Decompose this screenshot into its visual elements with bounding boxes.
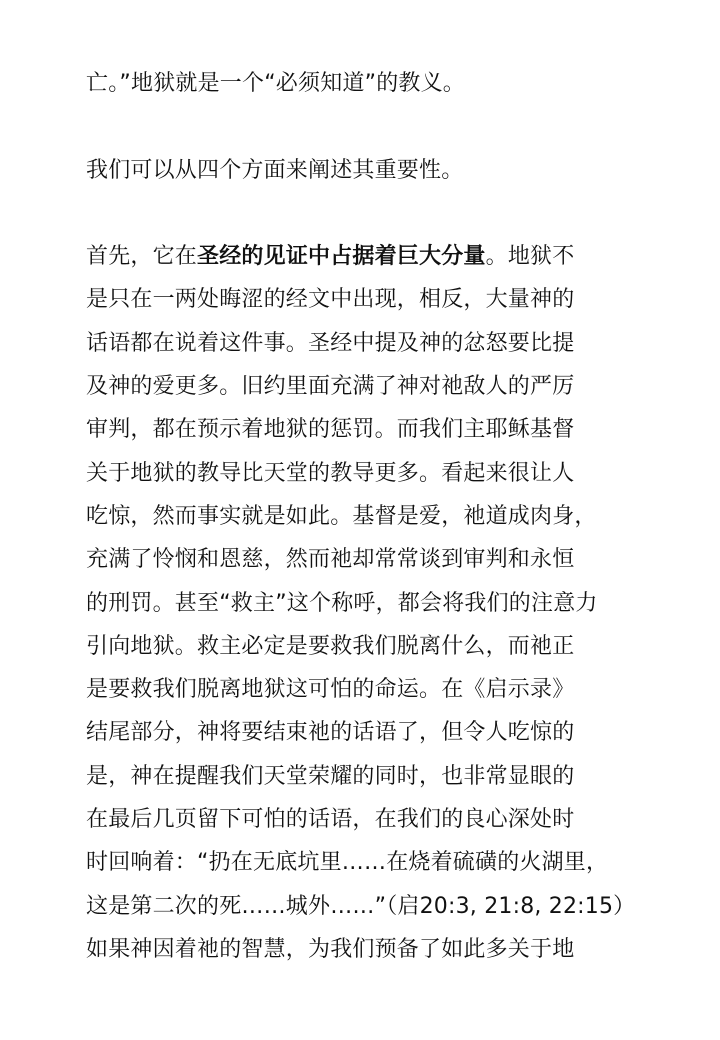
paragraph-line: 话语都在说着这件事。圣经中提及神的忿怒要比提 xyxy=(86,330,575,356)
paragraph-gap xyxy=(86,105,646,148)
paragraph-line xyxy=(86,235,646,278)
paragraph-line: 是，神在提醒我们天堂荣耀的同时，也非常显眼的 xyxy=(86,763,575,789)
paragraph-line: 关于地狱的教导比天堂的教导更多。看起来很让人 xyxy=(86,460,575,486)
paragraph-line: 亡。”地狱就是一个“必须知道”的教义。 xyxy=(86,71,465,96)
text-span: 。地狱不 xyxy=(485,244,575,270)
paragraph-line: 充满了怜悯和恩慈，然而祂却常常谈到审判和永恒 xyxy=(86,547,575,573)
paragraph-line: 这是第二次的死……城外……”（启20:3, 21:8, 22:15） xyxy=(86,893,636,919)
paragraph-line: 如果神因着祂的智慧，为我们预备了如此多关于地 xyxy=(86,936,575,962)
paragraph-line: 时回响着：“扔在无底坑里……在烧着硫磺的火湖里， xyxy=(86,850,609,876)
paragraph-line: 的刑罚。甚至“救主”这个称呼，都会将我们的注意力 xyxy=(86,590,598,616)
paragraph-line: 是要救我们脱离地狱这可怕的命运。在《启示录》 xyxy=(86,677,575,703)
document-page xyxy=(86,62,646,971)
paragraph-line: 及神的爱更多。旧约里面充满了神对祂敌人的严厉 xyxy=(86,374,575,400)
paragraph-line: 是只在一两处晦涩的经文中出现，相反，大量神的 xyxy=(86,287,575,313)
paragraph-line: 引向地狱。救主必定是要救我们脱离什么，而祂正 xyxy=(86,633,575,659)
paragraph-line: 在最后几页留下可怕的话语，在我们的良心深处时 xyxy=(86,807,575,833)
bold-emphasis: 圣经的见证中占据着巨大分量 xyxy=(197,244,486,270)
paragraph-line: 审判，都在预示着地狱的惩罚。而我们主耶稣基督 xyxy=(86,417,575,443)
text-span: 首先，它在 xyxy=(86,244,198,270)
paragraph-line: 我们可以从四个方面来阐述其重要性。 xyxy=(86,157,464,183)
paragraph-line: 吃惊，然而事实就是如此。基督是爱，祂道成肉身， xyxy=(86,503,597,529)
paragraph-gap xyxy=(86,192,646,235)
paragraph-line: 结尾部分，神将要结束祂的话语了，但令人吃惊的 xyxy=(86,720,575,746)
